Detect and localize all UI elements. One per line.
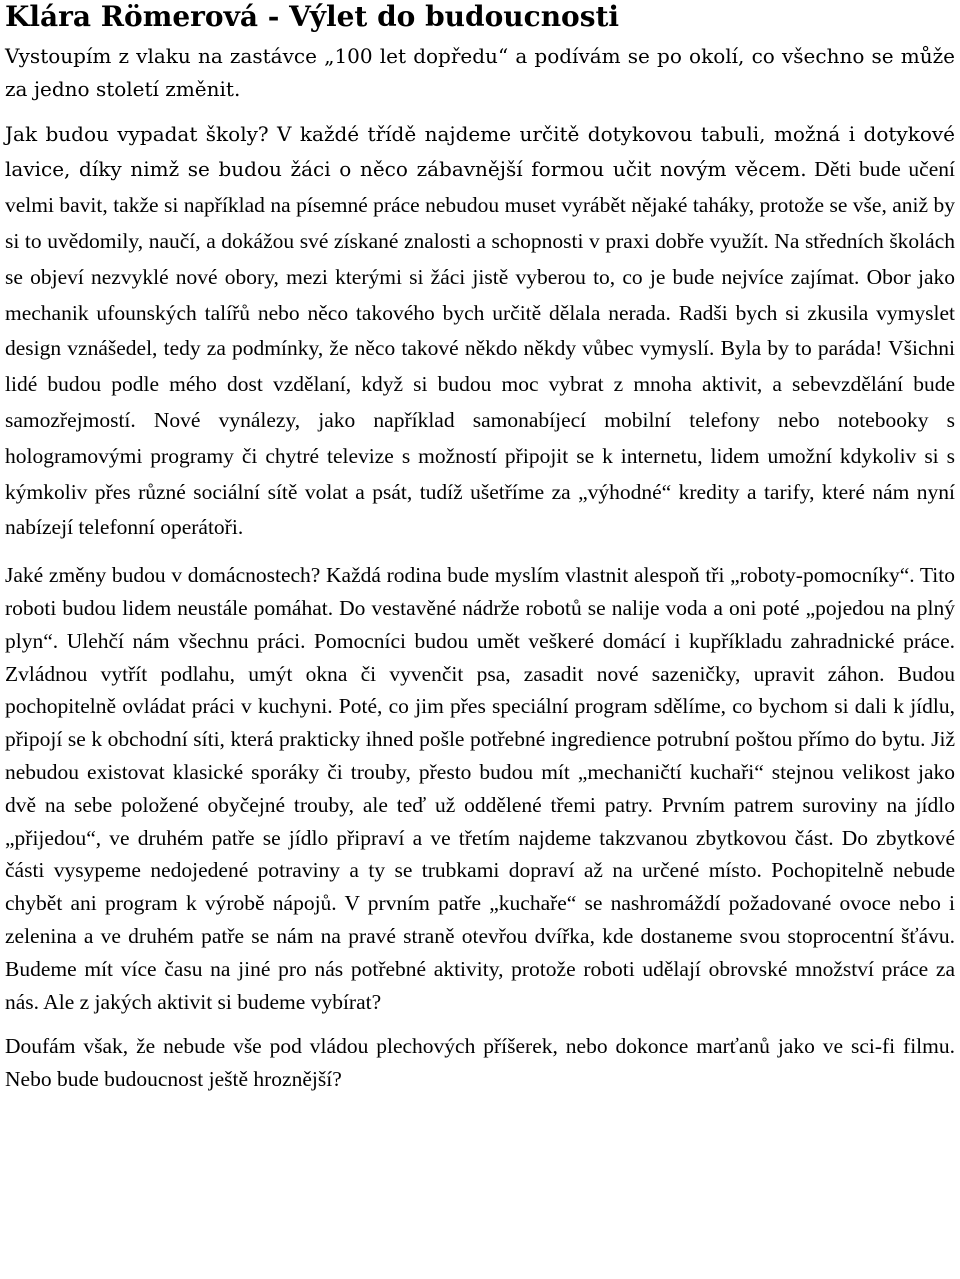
paragraph-intro: Vystoupím z vlaku na zastávce „100 let dopředu“ a podívám se po okolí, co všechno se může za jedno století změnit.	[5, 44, 955, 101]
paragraph-schools	[5, 118, 955, 548]
paragraph-homes: Jaké změny budou v domácnostech? Každá rodina bude myslím vlastnit alespoň tři „roboty-pomocníky“. Tito roboti budou lidem neustále pomáhat. Do vestavěné nádrže robotů se nalije voda a oni poté „pojedou na plný plyn“. Ulehčí nám všechnu práci. Pomocníci budou umět veškeré domácí i kupříkladu zahradnické práce. Zvládnou vytřít podlahu, umýt okna či vyvenčit psa, zasadit nové sazeničky, upravit záhon. Budou pochopitelně ovládat práci v kuchyni. Poté, co jim přes speciální program sdělíme, co bychom si dali k jídlu, připojí se k obchodní síti, která prakticky ihned pošle potřebné ingredience potrubní poštou přímo do bytu. Již nebudou existovat klasické sporáky či trouby, přesto budou mít „mechaničtí kuchaři“ stejnou velikost jako dvě na sebe položené obyčejné trouby, ale teď už oddělené třemi patry. Prvním patrem suroviny na jídlo „přijedou“, ve druhém patře se jídlo připraví a ve třetím najdeme takzvanou zbytkovou část. Do zbytkové části vysypeme nedojedené potraviny a ty se trubkami dopraví až na určené místo. Pochopitelně nebude chybět ani program k výrobě nápojů. V prvním patře „kuchaře“ se nashromáždí požadované ovoce nebo i zelenina a ve druhém patře se nám na pravé straně otevřou dvířka, kde dostaneme svou stoprocentní šťávu. Budeme mít více času na jiné pro nás potřebné aktivity, protože roboti udělají obrovské množství práce za nás. Ale z jakých aktivit si budeme vybírat?	[5, 563, 955, 1014]
paragraph-schools-part-b: Děti bude učení velmi bavit, takže si například na písemné práce nebudou muset vyrábět nějaké taháky, protože se vše, aniž by si to uvědomily, naučí, a dokážou své získané znalosti a schopnosti v praxi dobře využít. Na středních školách se objeví nezvyklé nové obory, mezi kterými si žáci jistě vyberou to, co je bude nejvíce zajímat. Obor jako mechanik ufounských talířů nebo něco takového bych určitě dělala nerada. Radši bych si zkusila vymyslet design vznášedel, tedy za podmínky, že něco takové někdo někdy vůbec vymyslí. Byla by to paráda! Všichni lidé budou podle mého dost vzdělaní, když si budou moc vybrat z mnoha aktivit, a sebevzdělání bude samozřejmostí. Nové vynálezy, jako například samonabíjecí mobilní telefony nebo notebooky s hologramovými programy či chytré televize s možností připojit se k internetu, lidem umožní kdykoliv si s kýmkoliv přes různé sociální sítě volat a psát, tudíž ušetříme za „výhodné“ kredity a tarify, které nám nyní nabízejí telefonní operátoři.	[5, 157, 955, 540]
paragraph-schools-part-a: Jak budou vypadat školy? V každé třídě najdeme určitě dotykovou tabuli, možná i dotykové lavice, díky nimž se budou žáci o něco zábavnější formou učit novým věcem.	[5, 121, 955, 182]
paragraph-closing: Doufám však, že nebude vše pod vládou plechových příšerek, nebo dokonce marťanů jako ve sci-fi filmu. Nebo bude budoucnost ještě hroznější?	[5, 1034, 955, 1092]
document-title: Klára Römerová - Výlet do budoucnosti	[5, 0, 620, 33]
